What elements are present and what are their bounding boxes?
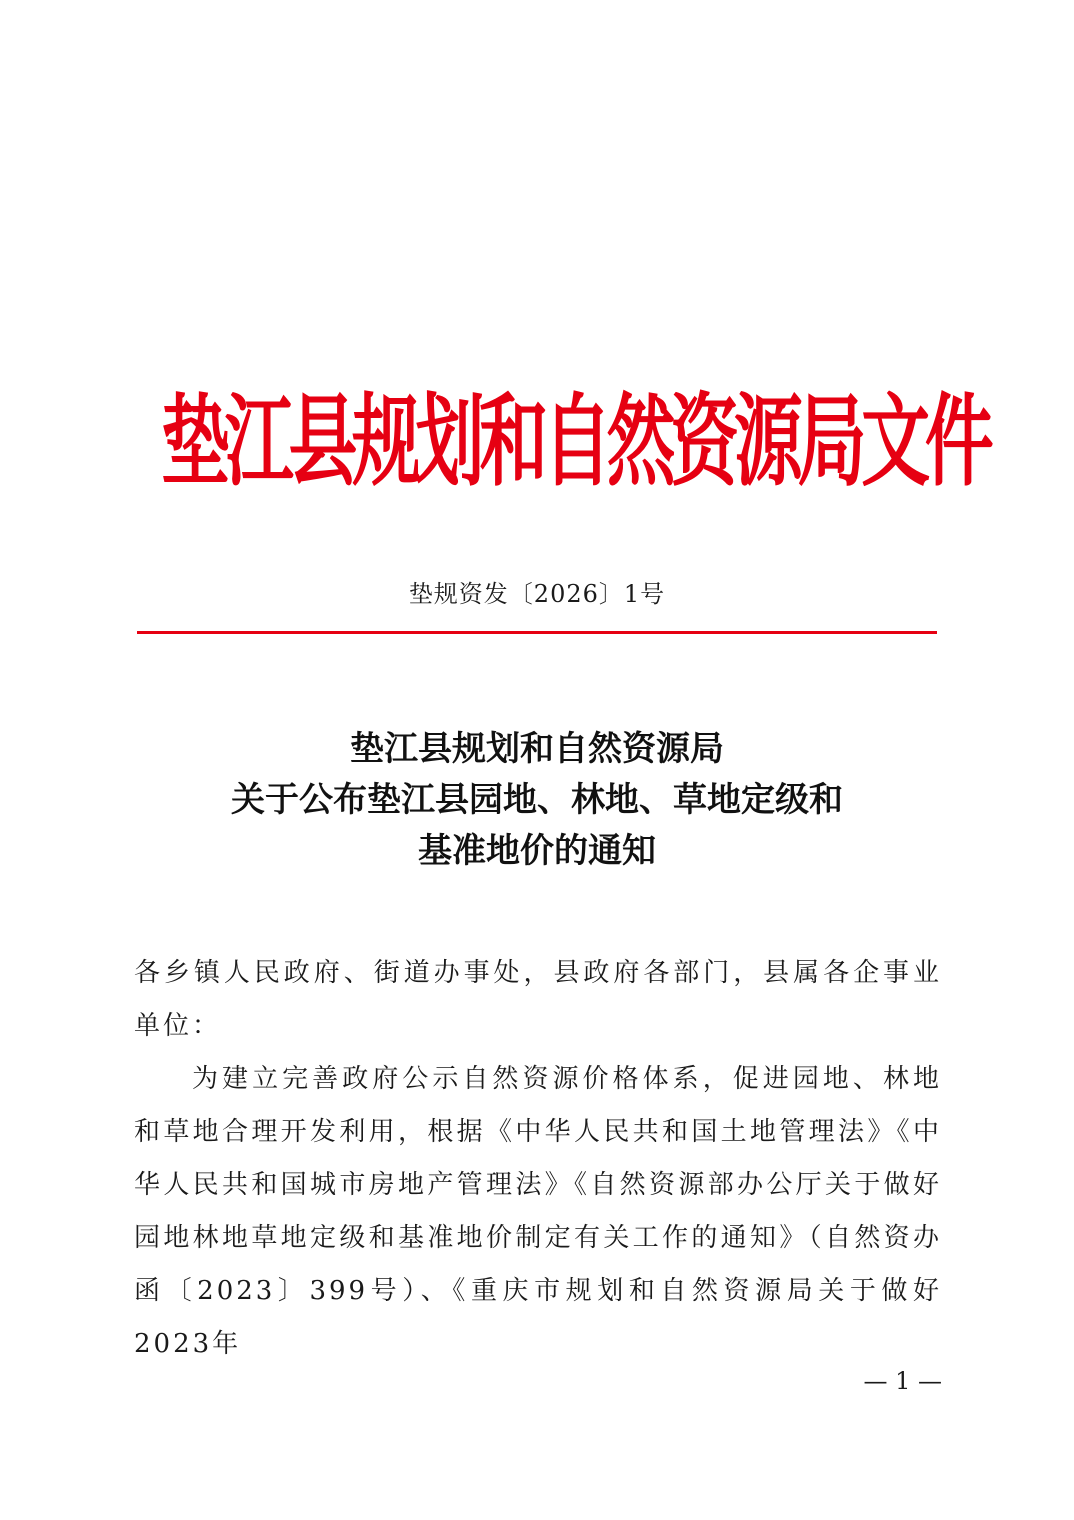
notice-title xyxy=(0,724,1074,877)
title-line-1: 垫江县规划和自然资源局 xyxy=(350,729,724,769)
page-number: — 1 — xyxy=(863,1367,942,1395)
salutation: 各乡镇人民政府、街道办事处，县政府各部门，县属各企事业单位： xyxy=(134,958,942,1041)
title-line-2: 关于公布垫江县园地、林地、草地定级和 xyxy=(231,780,843,820)
red-divider-line xyxy=(137,631,937,634)
title-line-3: 基准地价的通知 xyxy=(418,831,656,871)
masthead-title: 垫江县规划和自然资源局文件 xyxy=(161,383,989,500)
document-number: 垫规资发〔2026〕1号 xyxy=(408,580,666,608)
paragraph-1: 为建立完善政府公示自然资源价格体系，促进园地、林地和草地合理开发利用，根据《中华人民共和国土地管理法》《中华人民共和国城市房地产管理法》《自然资源部办公厅关于做好园地林地草地定级和基准地价制定有关工作的通知》（自然资办函〔2023〕399号）、《重庆市规划和自然资源局关于做好2023年 xyxy=(134,1064,942,1359)
body-text xyxy=(134,947,942,1371)
